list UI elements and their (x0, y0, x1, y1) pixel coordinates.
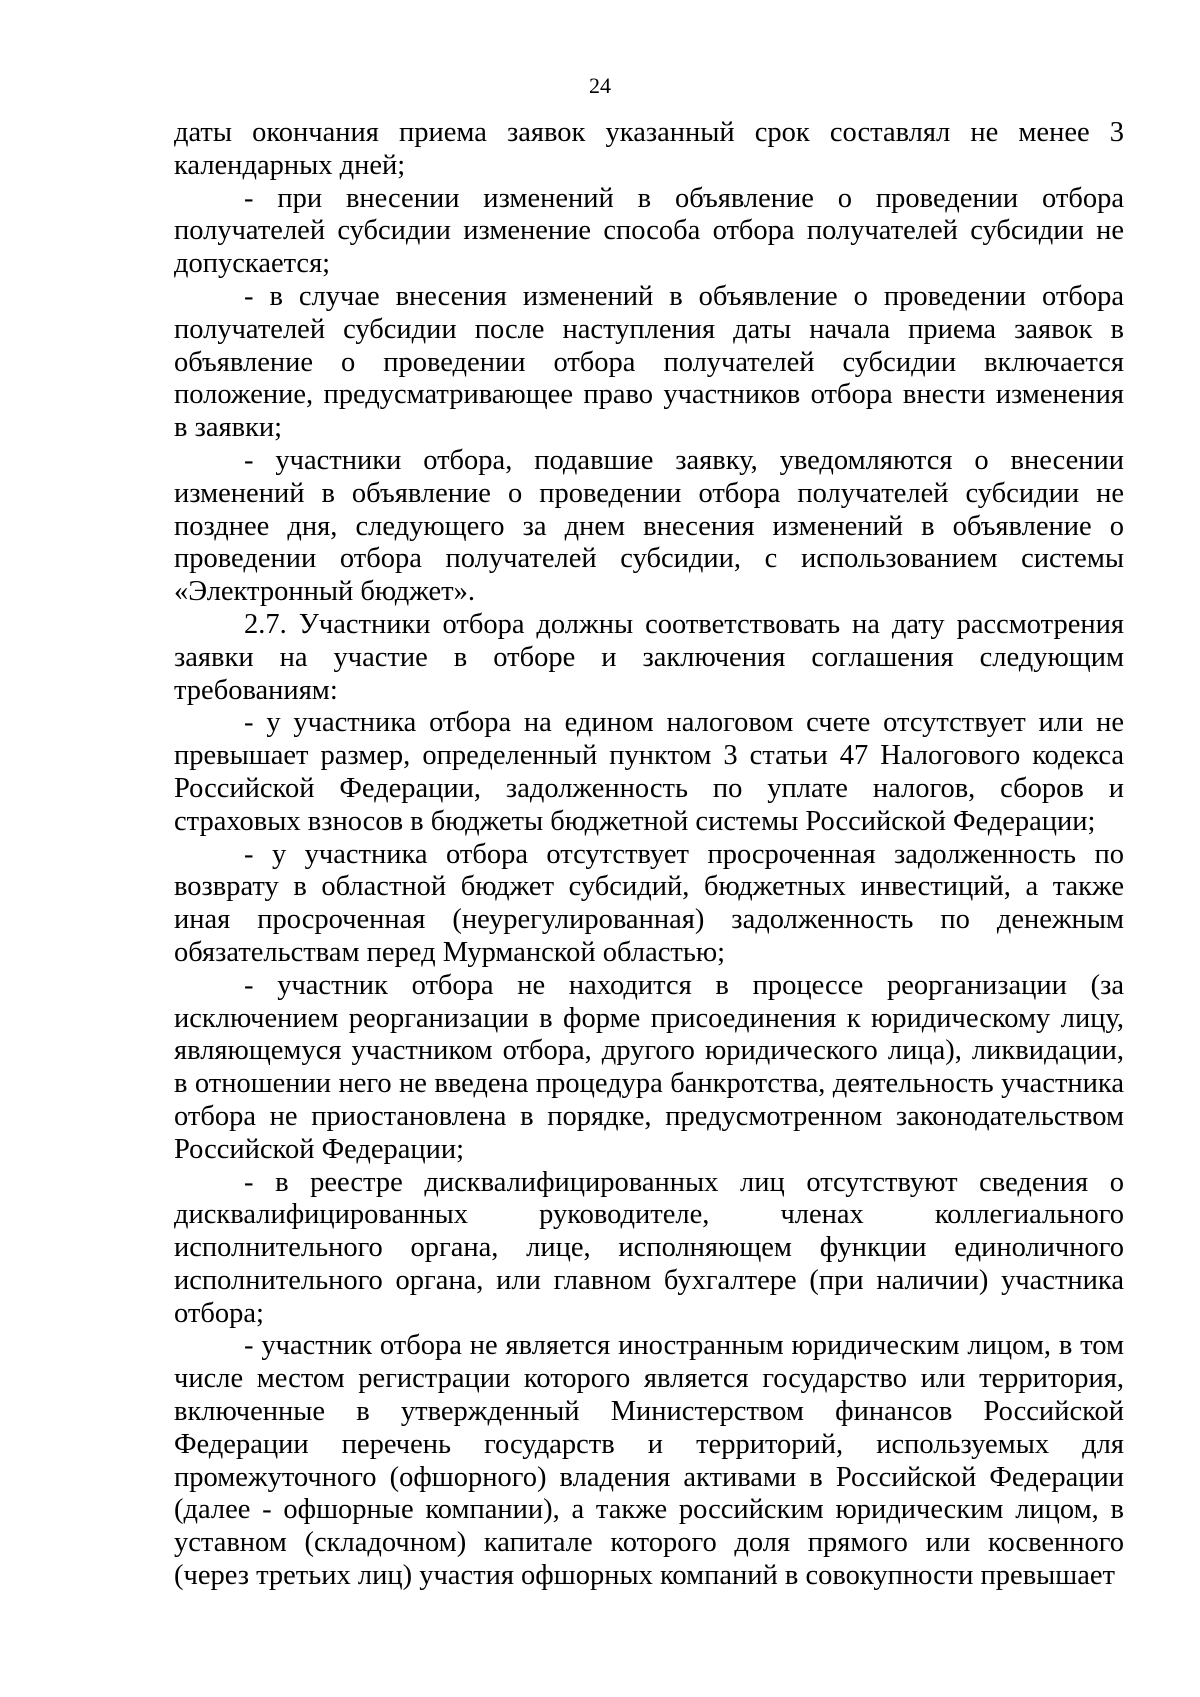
paragraph-tax-debt: - у участника отбора на едином налоговом счете отсутствует или не превышает размер, определенный пунктом 3 статьи 47 Налогового кодекса Российской Федерации, задолженность по уплате налогов, сборов и страховых взносов в бюджеты бюджетной системы Российской Федерации; (174, 707, 1124, 837)
paragraph-change-after-start: - в случае внесения изменений в объявление о проведении отбора получателей субсидии после наступления даты начала приема заявок в объявление о проведении отбора получателей субсидии включается положение, предусматривающее право участников отбора внести изменения в заявки; (174, 280, 1124, 444)
paragraph-reorganization: - участник отбора не находится в процессе реорганизации (за исключением реорганизации в форме присоединения к юридическому лицу, являющемуся участником отбора, другого юридического лица), ликвидации, в отношении него не введена процедура банкротства, деятельность участника отбора не приостановлена в порядке, предусмотренном законодательством Российской Федерации; (174, 969, 1124, 1165)
paragraph-continuation: даты окончания приема заявок указанный срок составлял не менее 3 календарных дней; (174, 117, 1124, 181)
page-number: 24 (589, 73, 611, 98)
paragraph-section-2-7: 2.7. Участники отбора должны соответствовать на дату рассмотрения заявки на участие в отборе и заключения соглашения следующим требованиям: (174, 608, 1124, 706)
paragraph-notification: - участники отбора, подавшие заявку, уведомляются о внесении изменений в объявление о проведении отбора получателей субсидии не позднее дня, следующего за днем внесения изменений в объявление о проведении отбора получателей субсидии, с использованием системы «Электронный бюджет». (174, 444, 1124, 608)
paragraph-overdue-debt: - у участника отбора отсутствует просроченная задолженность по возврату в областной бюджет субсидий, бюджетных инвестиций, а также иная просроченная (неурегулированная) задолженность по денежным обязательствам перед Мурманской областью; (174, 838, 1124, 968)
paragraph-disqualified-persons: - в реестре дисквалифицированных лиц отсутствуют сведения о дисквалифицированных руководителе, членах коллегиального исполнительного органа, лице, исполняющем функции единоличного исполнительного органа, или главном бухгалтере (при наличии) участника отбора; (174, 1166, 1124, 1329)
paragraph-offshore: - участник отбора не является иностранным юридическим лицом, в том числе местом регистрации которого является государство или территория, включенные в утвержденный Министерством финансов Российской Федерации перечень государств и территорий, используемых для промежуточного (офшорного) владения активами в Российской Федерации (далее - офшорные компании), а также российским юридическим лицом, в уставном (складочном) капитале которого доля прямого или косвенного (через третьих лиц) участия офшорных компаний в совокупности превышает (174, 1330, 1124, 1592)
paragraph-change-method: - при внесении изменений в объявление о проведении отбора получателей субсидии изменение способа отбора получателей субсидии не допускается; (174, 182, 1124, 280)
document-body (174, 117, 1124, 1593)
